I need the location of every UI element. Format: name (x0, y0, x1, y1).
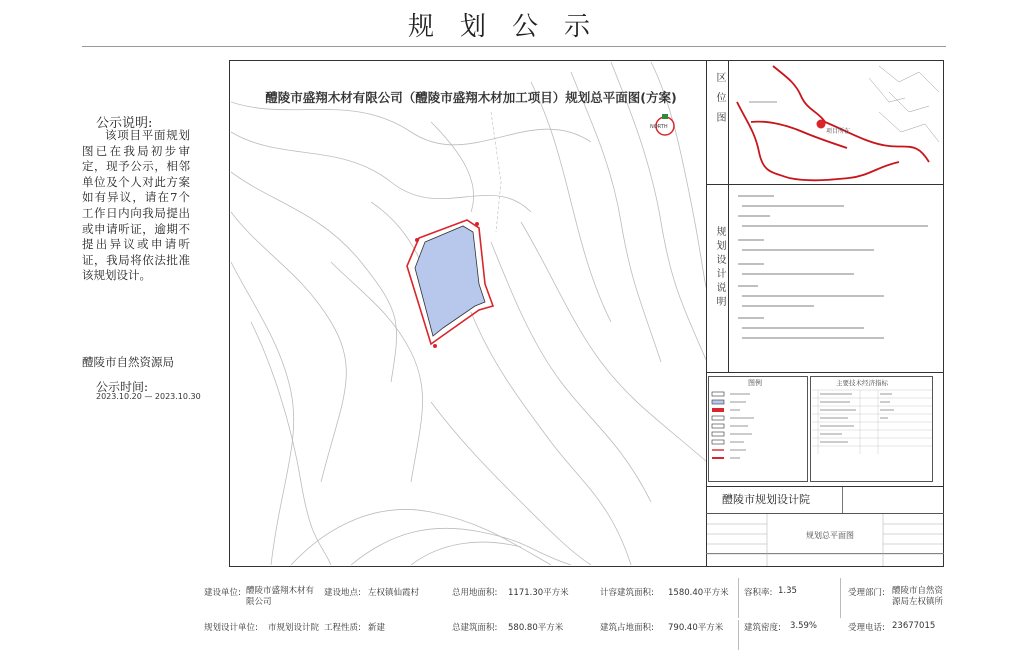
nature-value: 新建 (368, 623, 386, 633)
footprint-label: 建筑占地面积: (600, 623, 654, 633)
nature-label: 工程性质: (324, 623, 361, 633)
design-notes-text (734, 192, 934, 364)
notice-body: 该项目平面规划图已在我局初步审定，现予公示，相邻单位及个人对此方案如有异议，请在7个工作日内向我局提出或申请听证，逾期不提出异议或申请听证，我局将依法批准该规划设计。 (82, 128, 190, 283)
title-divider (82, 46, 946, 47)
design-unit-label: 规划设计单位: (204, 623, 258, 633)
location-label: 建设地点: (324, 588, 361, 598)
location-map-label: 区位图 (714, 72, 725, 132)
tech-indicators-table (812, 388, 932, 458)
legend-title: 图例 (748, 379, 762, 387)
location-map-caption: 项目所在 (826, 128, 851, 135)
period-value: 2023.10.20 — 2023.10.30 (96, 392, 201, 401)
design-unit-value: 市规划设计院 (268, 623, 320, 633)
land-area-value: 1171.30平方米 (508, 588, 569, 598)
legend-items (710, 388, 806, 480)
project-location-marker (817, 120, 826, 129)
far-label: 容积率: (744, 588, 773, 598)
site-plan-map (231, 62, 707, 565)
notice-agency: 醴陵市自然资源局 (82, 355, 174, 369)
drawing-name: 规划总平面图 (806, 531, 854, 540)
dept-value: 醴陵市自然资源局左权镇所 (892, 586, 944, 607)
gfa-value: 1580.40平方米 (668, 588, 729, 598)
location-value: 左权镇仙霞村 (368, 588, 420, 598)
right-panel-border (706, 61, 707, 566)
design-institute-name: 醴陵市规划设计院 (722, 493, 810, 506)
page-title: 规划公示 (407, 12, 616, 42)
density-label: 建筑密度: (744, 623, 781, 633)
phone-value: 23677015 (892, 621, 936, 631)
total-area-value: 580.80平方米 (508, 623, 564, 633)
land-area-label: 总用地面积: (452, 588, 498, 598)
footprint-value: 790.40平方米 (668, 623, 724, 633)
build-unit-label: 建设单位: (204, 588, 241, 598)
plan-title: 醴陵市盛翔木材有限公司（醴陵市盛翔木材加工项目）规划总平面图(方案) (265, 90, 677, 105)
period-heading: 公示时间: (96, 380, 149, 394)
build-unit-value: 醴陵市盛翔木材有限公司 (246, 586, 315, 607)
phone-label: 受理电话: (848, 623, 885, 633)
design-notes-label: 规划设计说明 (714, 226, 725, 310)
gfa-label: 计容建筑面积: (600, 588, 654, 598)
project-info-table (196, 576, 944, 664)
total-area-label: 总建筑面积: (452, 623, 498, 633)
notice-heading: 公示说明: (96, 116, 153, 131)
density-value: 3.59% (790, 621, 818, 631)
tech-indicators-title: 主要技术经济指标 (836, 379, 888, 387)
far-value: 1.35 (778, 586, 797, 596)
dept-label: 受理部门: (848, 588, 885, 598)
north-label: NORTH (650, 124, 668, 130)
location-map (729, 62, 943, 183)
